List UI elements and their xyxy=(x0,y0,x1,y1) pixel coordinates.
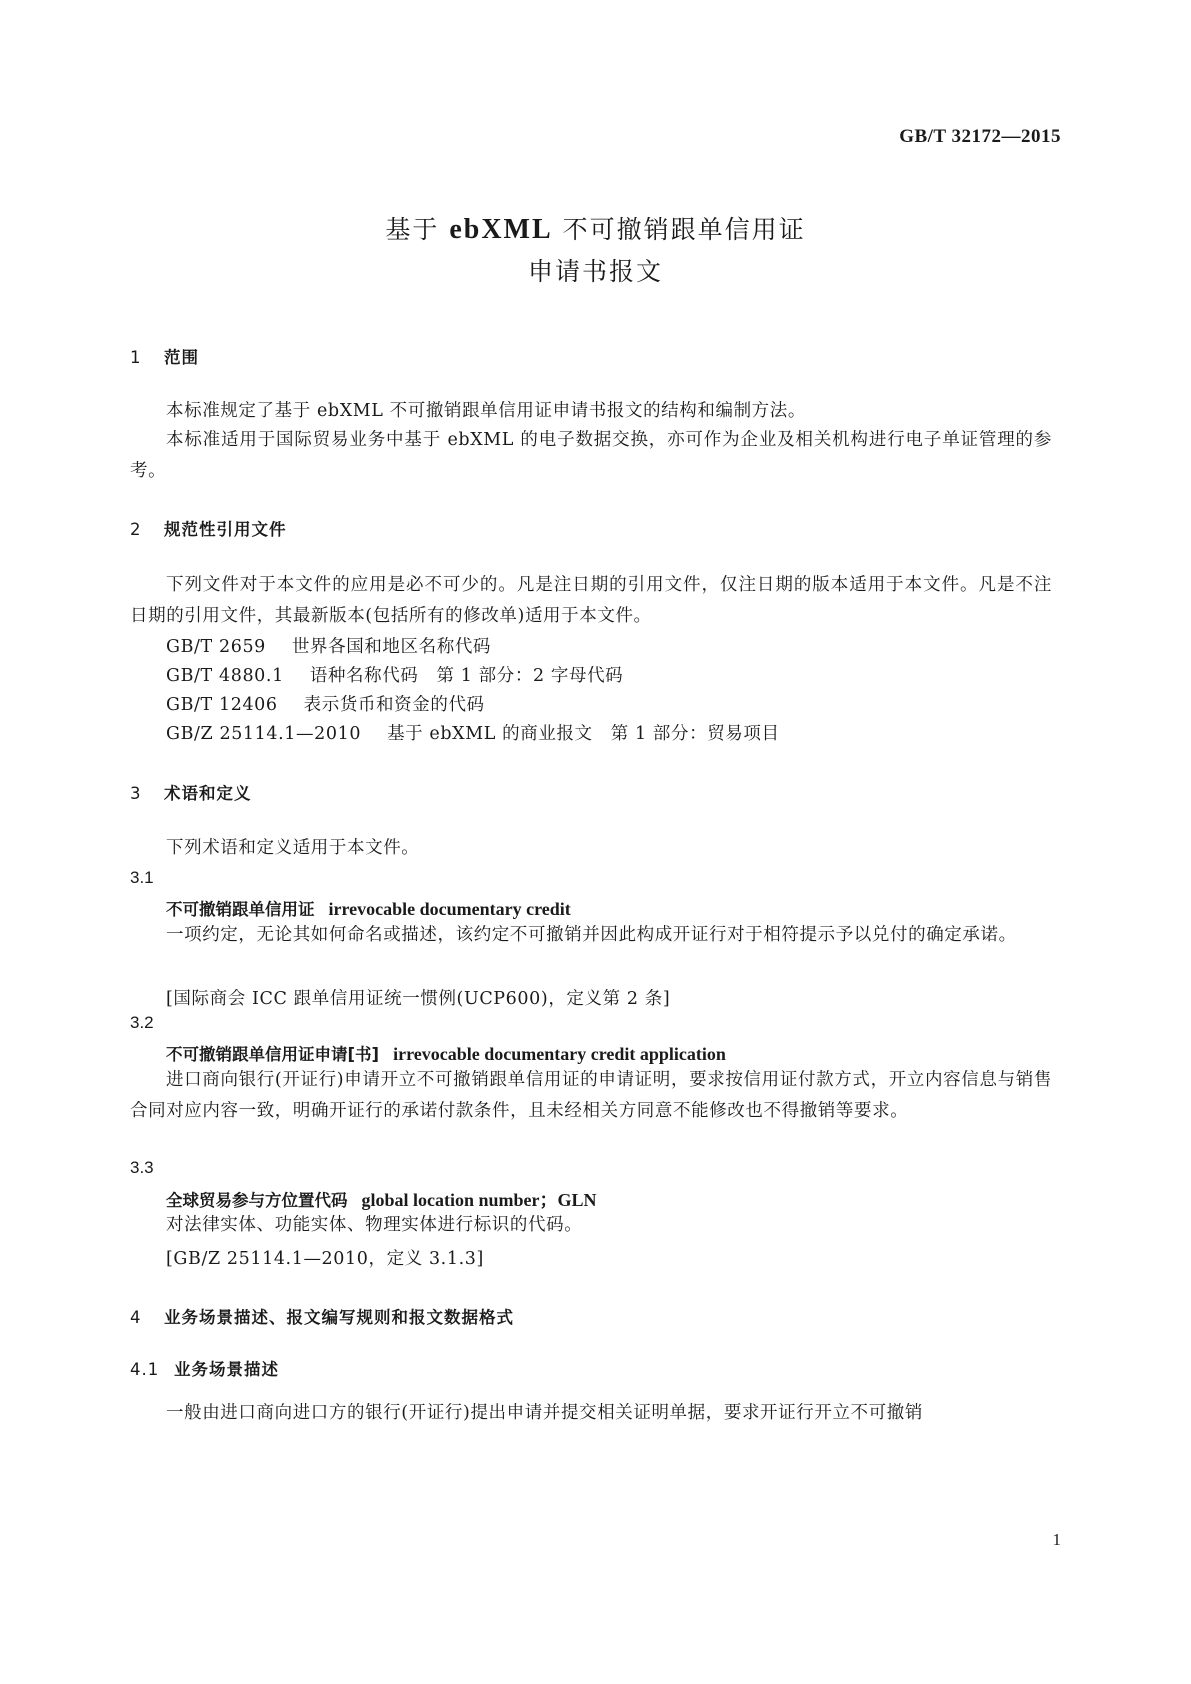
reference-item xyxy=(166,662,623,687)
section-2-heading xyxy=(130,516,287,540)
section-number: 1 xyxy=(130,348,142,367)
term-number: 3.2 xyxy=(130,1013,154,1032)
title-ebxml: ebXML xyxy=(449,214,553,245)
section-number: 4 xyxy=(130,1308,142,1327)
section-number: 3 xyxy=(130,784,142,803)
term-number: 3.3 xyxy=(130,1158,154,1177)
section-4-1-heading xyxy=(130,1356,279,1380)
section-title: 业务场景描述、报文编写规则和报文数据格式 xyxy=(164,1308,514,1327)
section-4-1-paragraph-1: 一般由进口商向进口方的银行(开证行)提出申请并提交相关证明单据，要求开证行开立不可撤销 xyxy=(166,1403,923,1423)
term-en: global location number；GLN xyxy=(361,1190,597,1210)
term-heading xyxy=(166,1041,726,1065)
section-2-paragraph-1: 下列文件对于本文件的应用是必不可少的。凡是注日期的引用文件，仅注日期的版本适用于本文件。凡是不注日期的引用文件，其最新版本(包括所有的修改单)适用于本文件。 xyxy=(130,575,1052,626)
reference-title: 世界各国和地区名称代码 xyxy=(291,637,492,657)
section-number: 4.1 xyxy=(130,1360,160,1379)
page-number: 1 xyxy=(1052,1530,1061,1549)
standard-code: GB/T 32172—2015 xyxy=(899,126,1061,147)
reference-item xyxy=(166,720,780,745)
section-1-heading xyxy=(130,344,199,368)
section-3-heading xyxy=(130,780,252,804)
term-source: [国际商会 ICC 跟单信用证统一惯例(UCP600)，定义第 2 条] xyxy=(166,989,671,1009)
reference-code: GB/Z 25114.1—2010 xyxy=(166,724,362,744)
reference-title: 基于 ebXML 的商业报文 第 1 部分：贸易项目 xyxy=(387,724,780,744)
term-en: irrevocable documentary credit xyxy=(328,899,571,919)
term-zh: 不可撤销跟单信用证 xyxy=(166,900,315,919)
document-title-line1 xyxy=(0,210,1191,246)
term-number: 3.1 xyxy=(130,868,154,887)
term-zh: 全球贸易参与方位置代码 xyxy=(166,1191,348,1210)
reference-title: 表示货币和资金的代码 xyxy=(303,695,485,715)
reference-title: 语种名称代码 第 1 部分：2 字母代码 xyxy=(309,666,624,686)
term-heading xyxy=(166,1186,597,1212)
reference-code: GB/T 4880.1 xyxy=(166,666,284,686)
section-1-paragraph-2: 本标准适用于国际贸易业务中基于 ebXML 的电子数据交换，亦可作为企业及相关机构进行电子单证管理的参考。 xyxy=(130,430,1052,481)
term-en: irrevocable documentary credit application xyxy=(393,1044,726,1064)
section-4-heading xyxy=(130,1304,514,1328)
section-number: 2 xyxy=(130,520,142,539)
section-1-paragraph-1: 本标准规定了基于 ebXML 不可撤销跟单信用证申请书报文的结构和编制方法。 xyxy=(166,401,806,421)
term-heading xyxy=(166,896,571,920)
reference-code: GB/T 2659 xyxy=(166,637,266,657)
title-suffix: 不可撤销跟单信用证 xyxy=(552,215,806,244)
term-definition: 进口商向银行(开证行)申请开立不可撤销跟单信用证的申请证明，要求按信用证付款方式，开立内容信息与销售合同对应内容一致，明确开证行的承诺付款条件，且未经相关方同意不能修改也不得撤销等要求。 xyxy=(130,1070,1052,1121)
reference-code: GB/T 12406 xyxy=(166,695,278,715)
reference-item xyxy=(166,691,485,716)
section-title: 业务场景描述 xyxy=(174,1360,279,1379)
term-zh: 不可撤销跟单信用证申请[书] xyxy=(166,1045,380,1064)
section-title: 范围 xyxy=(164,348,199,367)
term-source: [GB/Z 25114.1—2010，定义 3.1.3] xyxy=(166,1249,484,1269)
title-prefix: 基于 xyxy=(385,215,450,244)
section-title: 术语和定义 xyxy=(164,784,252,803)
term-definition: 对法律实体、功能实体、物理实体进行标识的代码。 xyxy=(166,1215,583,1235)
reference-item xyxy=(166,633,491,658)
document-title-line2: 申请书报文 xyxy=(527,257,663,286)
term-definition: 一项约定，无论其如何命名或描述，该约定不可撤销并因此构成开证行对于相符提示予以兑付的确定承诺。 xyxy=(166,925,1017,945)
section-3-intro: 下列术语和定义适用于本文件。 xyxy=(166,838,420,858)
section-title: 规范性引用文件 xyxy=(164,520,287,539)
